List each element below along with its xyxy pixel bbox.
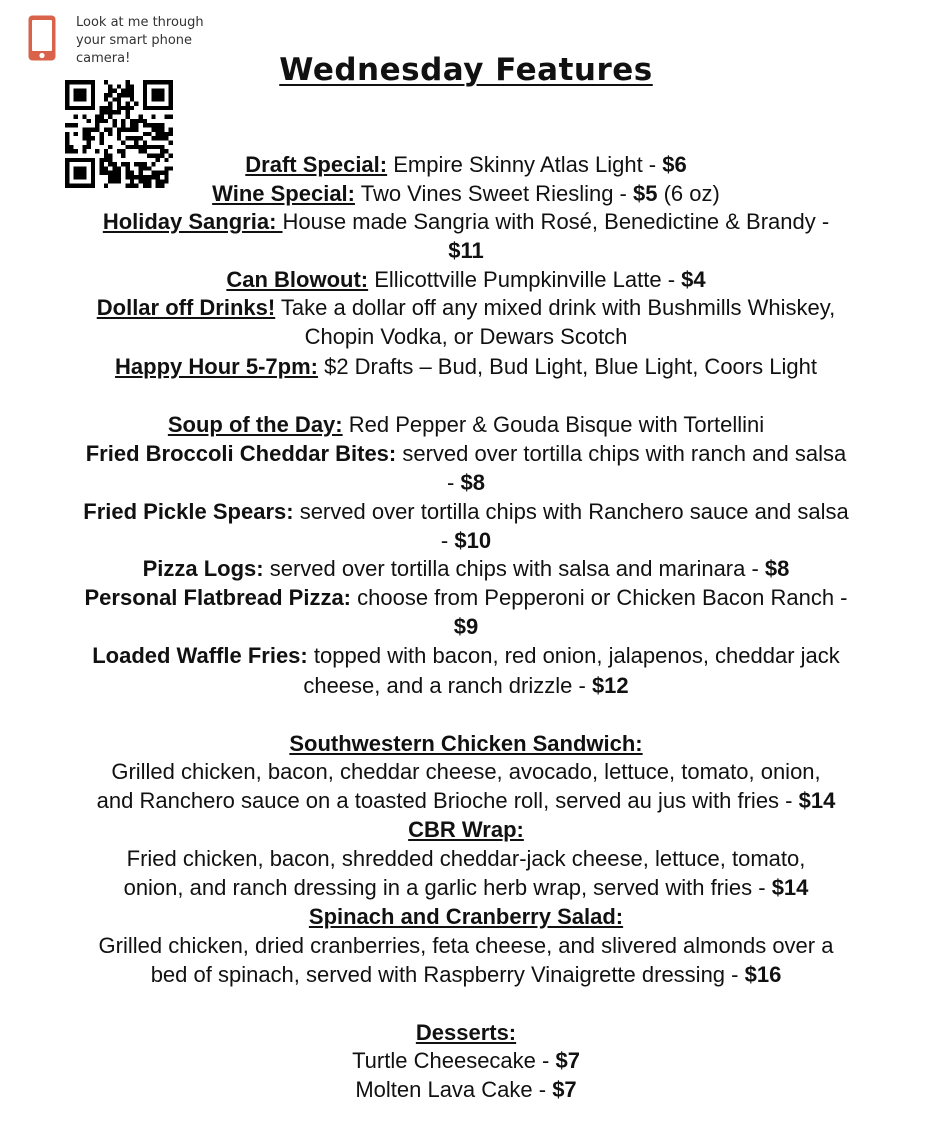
wrap-desc-2: onion, and ranch dressing in a garlic herb wrap, served with fries - $14 [123, 875, 809, 900]
pickle-spears: Fried Pickle Spears: served over tortilla chips with Ranchero sauce and salsa [83, 499, 849, 524]
wrap-desc-1: Fried chicken, bacon, shredded cheddar-jack cheese, lettuce, tomato, [126, 846, 806, 871]
holiday-sangria: Holiday Sangria: House made Sangria with Rosé, Benedictine & Brandy - [102, 209, 830, 234]
page-title: Wednesday Features [279, 52, 653, 88]
holiday-sangria-price: $11 [448, 238, 484, 263]
sandwich-desc-2: and Ranchero sauce on a toasted Brioche roll, served au jus with fries - $14 [96, 788, 836, 813]
salad-heading: Spinach and Cranberry Salad: [308, 904, 624, 929]
dessert-item-1: Turtle Cheesecake - $7 [352, 1048, 580, 1073]
wine-special: Wine Special: Two Vines Sweet Riesling - $5 (6 oz) [212, 181, 720, 206]
dollar-off-drinks-cont: Chopin Vodka, or Dewars Scotch [304, 324, 628, 349]
can-blowout: Can Blowout: Ellicottville Pumpkinville Latte - $4 [226, 267, 706, 292]
broccoli-bites-price: - $8 [447, 470, 485, 495]
pickle-spears-price: - $10 [440, 528, 492, 553]
desserts-heading: Desserts: [415, 1020, 517, 1045]
flatbread-pizza-price: $9 [453, 614, 479, 639]
broccoli-bites: Fried Broccoli Cheddar Bites: served over tortilla chips with ranch and salsa [85, 441, 847, 466]
waffle-fries-cont: cheese, and a ranch drizzle - $12 [303, 673, 629, 698]
wrap-heading: CBR Wrap: [408, 817, 524, 842]
happy-hour: Happy Hour 5-7pm: $2 Drafts – Bud, Bud Light, Blue Light, Coors Light [115, 354, 817, 379]
flatbread-pizza: Personal Flatbread Pizza: choose from Pepperoni or Chicken Bacon Ranch - [84, 585, 848, 610]
pizza-logs: Pizza Logs: served over tortilla chips with salsa and marinara - $8 [142, 556, 790, 581]
salad-desc-2: bed of spinach, served with Raspberry Vinaigrette dressing - $16 [150, 962, 782, 987]
dollar-off-drinks: Dollar off Drinks! Take a dollar off any mixed drink with Bushmills Whiskey, [96, 295, 836, 320]
soup-of-the-day: Soup of the Day: Red Pepper & Gouda Bisque with Tortellini [167, 412, 765, 437]
phone-camera-note: Look at me through your smart phone camera! [76, 15, 204, 66]
waffle-fries: Loaded Waffle Fries: topped with bacon, red onion, jalapenos, cheddar jack [92, 643, 840, 668]
dessert-item-2: Molten Lava Cake - $7 [355, 1077, 577, 1102]
salad-desc-1: Grilled chicken, dried cranberries, feta cheese, and slivered almonds over a [98, 933, 834, 958]
draft-special: Draft Special: Empire Skinny Atlas Light - $6 [245, 152, 687, 177]
sandwich-heading: Southwestern Chicken Sandwich: [289, 731, 643, 756]
sandwich-desc-1: Grilled chicken, bacon, cheddar cheese, avocado, lettuce, tomato, onion, [111, 759, 821, 784]
